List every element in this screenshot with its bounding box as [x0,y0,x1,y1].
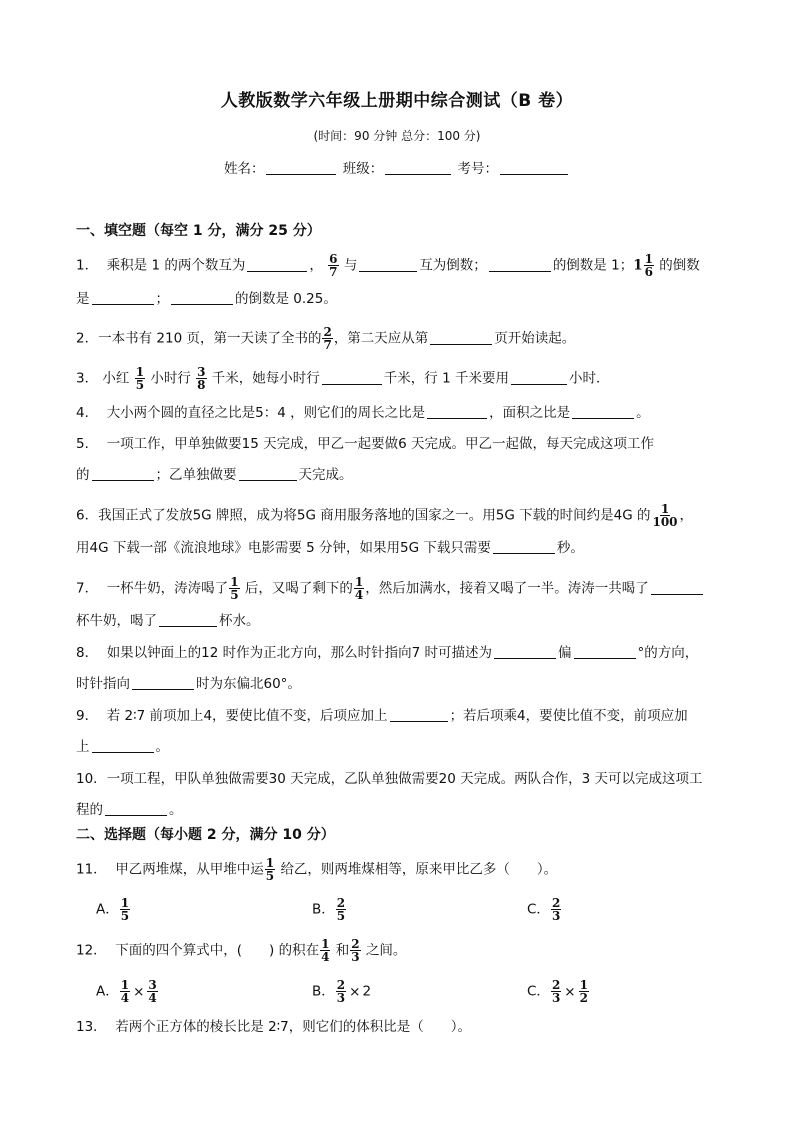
numerator: 2 [351,937,360,951]
question-text: 一本书有 210 页，第一天读了全书的 [98,330,322,347]
question-5-line-1 [76,434,754,454]
numerator: 3 [197,365,206,379]
question-text: 的 [76,467,90,483]
numerator: 2 [336,978,346,992]
answer-blank[interactable] [105,802,167,817]
fraction [651,503,678,528]
denominator: 7 [329,265,338,279]
answer-blank[interactable] [132,676,194,691]
denominator: 4 [148,991,157,1005]
option-label: C． [527,901,550,918]
question-text: 程的 [76,802,103,818]
question-text: 秒。 [556,540,584,556]
fraction [336,897,346,922]
question-number: 13． [76,1019,107,1035]
numerator: 2 [336,896,346,910]
question-number: 3． [76,370,99,387]
question-number: 2． [76,330,99,347]
numerator: 6 [329,252,338,266]
question-11-option-c[interactable] [527,897,562,922]
question-13 [76,1017,754,1037]
question-number: 1． [76,257,99,274]
numerator: 2 [551,978,561,992]
fraction [350,938,360,963]
numerator: 1 [120,896,130,910]
exam-time-info: (时间：90 分钟 总分：100 分) [313,129,481,143]
question-text: 的倒数是 0.25。 [235,291,337,307]
page-title: 人教版数学六年级上册期中综合测试（B 卷） [220,91,574,111]
whole-number: 1 [633,257,643,274]
option-label: C． [527,983,550,1000]
answer-blank[interactable] [239,467,297,482]
denominator: 4 [120,991,130,1005]
question-text: °的方向， [637,645,699,661]
answer-blank[interactable] [430,330,492,345]
fraction [229,576,239,601]
integer: 2 [362,983,372,1000]
question-text: 上 [76,739,90,755]
question-text: 千米，行 1 千米要用 [383,370,509,387]
question-text: 小时． [568,370,610,387]
numerator: 1 [660,502,670,516]
question-text: 偏 [558,645,572,661]
numerator: 1 [120,978,130,992]
answer-blank[interactable] [494,645,556,660]
question-text: ， [309,257,323,274]
question-6-line-2 [76,538,754,558]
section-2-title: 二、选择题（每小题 2 分，满分 10 分） [76,827,335,843]
question-9-line-1 [76,706,754,726]
question-text: ，面积之比是 [489,405,571,421]
answer-blank[interactable] [390,708,448,723]
answer-blank[interactable] [489,257,551,272]
question-text: ， [679,507,694,524]
question-text: 杯牛奶，喝了 [76,613,157,629]
answer-blank[interactable] [92,467,154,482]
answer-blank[interactable] [574,645,636,660]
question-7-line-1 [76,576,754,601]
question-10-line-2 [76,800,754,820]
question-text: ，第二天应从第 [333,330,429,347]
question-7-line-2 [76,611,754,631]
question-11-option-a[interactable] [96,897,131,922]
question-text: 我国正式了发放5G 牌照，成为将5G 商用服务落地的国家之一。用5G 下载的时间约是4G 的 [98,507,651,524]
denominator: 3 [551,991,561,1005]
denominator: 4 [321,950,330,964]
question-12-option-b[interactable] [312,979,371,1004]
answer-blank[interactable] [92,739,154,754]
answer-blank[interactable] [159,613,217,628]
denominator: 7 [323,338,332,352]
denominator: 2 [579,991,588,1005]
question-text: 和 [335,942,350,959]
answer-blank[interactable] [322,370,382,385]
numerator: 1 [265,856,275,870]
question-number: 7． [76,580,99,597]
question-text: 时为东偏北60°。 [196,676,301,692]
fraction [120,897,130,922]
question-number: 5． [76,436,99,452]
question-12-option-a[interactable] [96,979,159,1004]
option-label: B． [312,983,335,1000]
denominator: 3 [336,991,346,1005]
question-text: 互为倒数； [419,257,487,274]
class-label: 班级： [342,161,384,177]
denominator: 5 [265,869,275,883]
numerator: 1 [644,252,653,266]
question-text: 下面的四个算式中，( ) 的积在 [115,942,320,959]
question-12-option-c[interactable] [527,979,590,1004]
denominator: 5 [135,378,145,392]
question-text: 之间。 [365,942,407,959]
fraction [579,979,589,1004]
fraction [336,979,346,1004]
fraction [135,366,145,391]
question-1-line-1 [76,253,754,278]
question-text: 大小两个圆的直径之比是5：4 ，则它们的周长之比是 [106,405,426,421]
question-text: 。 [169,802,183,818]
question-text: ，然后加满水，接着又喝了一半。涛涛一共喝了 [365,580,649,597]
question-text: 。 [636,405,650,421]
question-text: 用4G 下载一部《流浪地球》电影需要 5 分钟，如果用5G 下载只需要 [76,540,491,556]
denominator: 5 [230,588,239,602]
numerator: 2 [551,896,561,910]
question-text: ；乙单独做要 [155,467,237,483]
numerator: 1 [354,575,364,589]
fraction [551,897,561,922]
question-text: 一项工程，甲队单独做需要30 天完成，乙队单独做需要20 天完成。两队合作，3 天可以完成这项工 [106,771,703,787]
times-sign: × [564,983,576,1000]
question-text: 后，又喝了剩下的 [244,580,353,597]
question-number: 8． [76,645,99,661]
question-number: 6． [76,507,99,524]
question-text: 页开始读起。 [494,330,576,347]
question-text: 的倒数 [659,257,700,274]
question-text: 与 [343,257,358,274]
question-number: 10． [76,771,107,787]
numerator: 1 [321,937,330,951]
question-11-option-b[interactable] [312,897,347,922]
question-text: 千米，她每小时行 [211,370,320,387]
question-text: 时针指向 [76,676,130,692]
question-text: 若 2∶7 前项加上4，要使比值不变，后项应加上 [106,708,388,724]
denominator: 3 [551,909,561,923]
answer-blank[interactable] [171,291,233,306]
section-1-title: 一、填空题（每空 1 分，满分 25 分） [76,223,321,239]
denominator: 4 [354,588,364,602]
fraction [265,857,275,882]
question-9-line-2 [76,737,754,757]
fraction [196,366,206,391]
question-text: 的倒数是 1； [552,257,634,274]
denominator: 100 [652,515,678,529]
question-text: 给乙，则两堆煤相等，原来甲比乙多（ ）。 [280,861,558,878]
question-text: 若两个正方体的棱长比是 2∶7，则它们的体积比是（ ）。 [115,1019,472,1035]
question-number: 12． [76,942,107,959]
question-text: ； [155,291,169,307]
answer-blank[interactable] [92,291,154,306]
answer-blank[interactable] [493,540,555,555]
fraction [551,979,561,1004]
question-5-line-2 [76,465,754,485]
exam-no-label: 考号： [457,161,499,177]
question-10-line-1 [76,769,754,789]
question-number: 11． [76,861,107,878]
question-text: 甲乙两堆煤，从甲堆中运 [115,861,264,878]
denominator: 5 [336,909,346,923]
class-blank[interactable] [385,161,451,176]
answer-blank[interactable] [427,405,487,420]
question-text: 杯水。 [219,613,260,629]
numerator: 1 [579,978,588,992]
question-3 [76,366,754,391]
question-text: 天完成。 [298,467,353,483]
question-number: 4． [76,405,99,421]
question-text: 。 [155,739,169,755]
option-label: A． [96,901,119,918]
times-sign: × [349,983,361,1000]
answer-blank[interactable] [651,580,703,595]
numerator: 2 [323,325,332,339]
denominator: 3 [351,950,360,964]
denominator: 6 [644,265,653,279]
fraction [328,253,338,278]
answer-blank[interactable] [359,257,417,272]
question-2 [76,326,754,351]
option-label: B． [312,901,335,918]
answer-blank[interactable] [511,370,567,385]
question-text: 小红 [102,370,130,387]
question-text: 是 [76,291,90,307]
fraction [322,326,332,351]
question-12 [76,938,754,963]
question-text: 小时行 [150,370,191,387]
question-text: ；若后项乘4，要使比值不变，前项应加 [449,708,688,724]
fraction [354,576,364,601]
fraction [320,938,330,963]
question-6-line-1 [76,503,754,528]
answer-blank[interactable] [247,257,307,272]
fraction [644,253,654,278]
question-text: 一项工作，甲单独做要15 天完成，甲乙一起要做6 天完成。甲乙一起做，每天完成这项工作 [106,436,655,452]
numerator: 1 [230,575,239,589]
numerator: 1 [135,365,145,379]
question-4 [76,403,754,423]
answer-blank[interactable] [572,405,634,420]
question-1-line-2 [76,289,754,309]
question-8-line-2 [76,674,754,694]
question-8-line-1 [76,643,754,663]
question-11 [76,857,754,882]
student-info-row [0,157,794,177]
fraction [147,979,157,1004]
question-text: 如果以钟面上的12 时作为正北方向，那么时针指向7 时可描述为 [106,645,493,661]
times-sign: × [133,983,145,1000]
question-number: 9． [76,708,99,724]
name-blank[interactable] [266,161,336,176]
question-text: 乘积是 1 的两个数互为 [106,257,246,274]
numerator: 3 [148,978,157,992]
denominator: 8 [197,378,206,392]
option-label: A． [96,983,119,1000]
question-text: 一杯牛奶，涛涛喝了 [106,580,229,597]
denominator: 5 [120,909,130,923]
fraction [120,979,130,1004]
name-label: 姓名： [223,161,265,177]
exam-no-blank[interactable] [500,161,568,176]
